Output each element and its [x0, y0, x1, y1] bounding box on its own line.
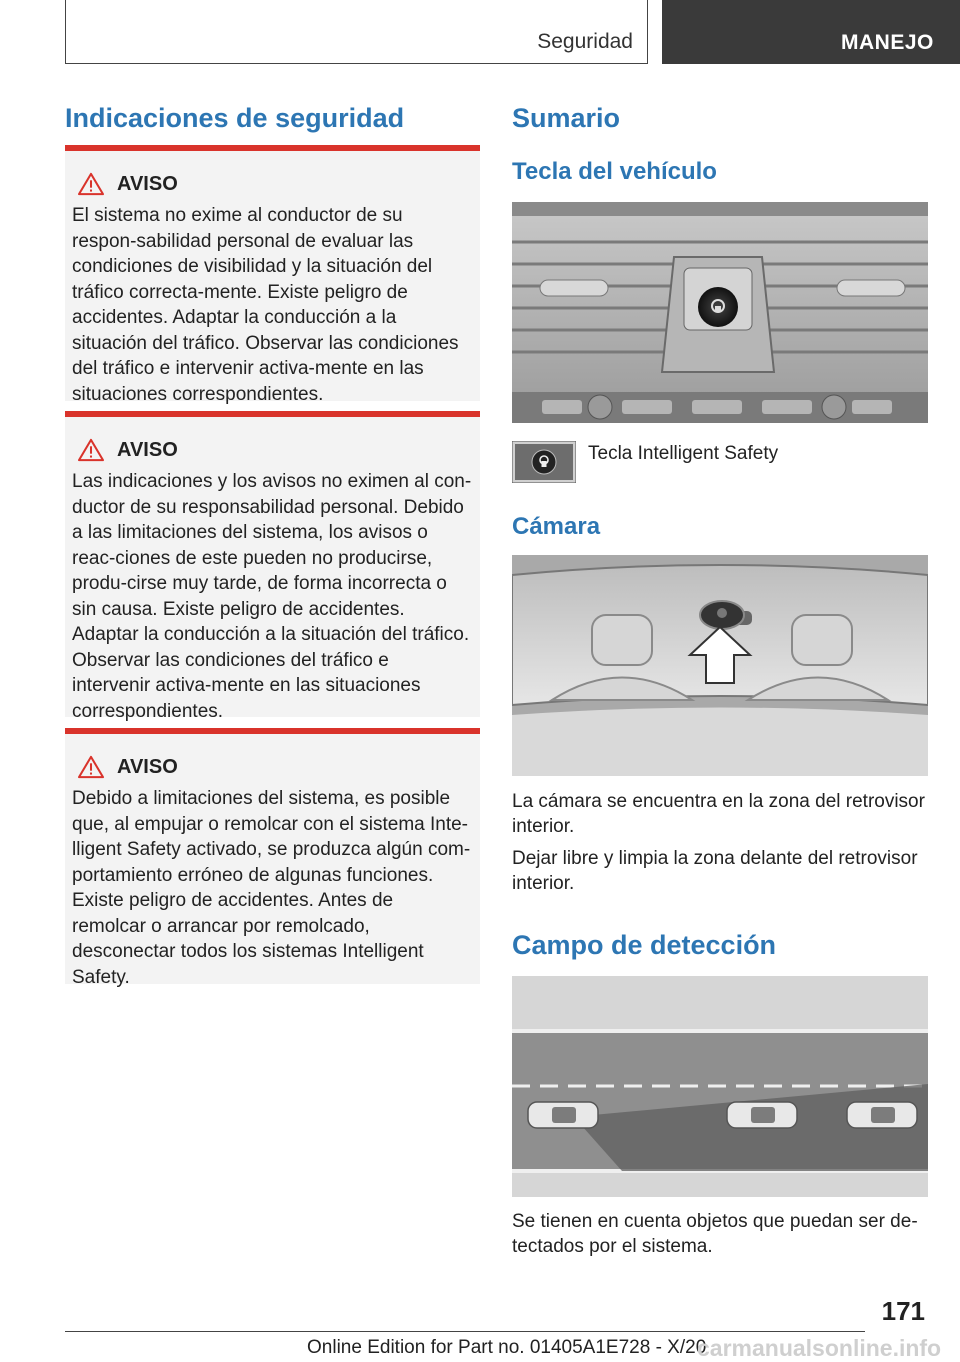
- warning-text: Las indicaciones y los avisos no eximen al con-ductor de su responsabilidad personal. Debido a las limitaciones del sistema, los avisos o reac-ciones de este pueden no producirse, produ-cirse muy tarde, de forma incorrecta o sin causa. Existe peligro de accidentes. Adaptar la conducción a la situación del tráfico. Observar las condiciones del tráfico e intervenir activa-mente en las situaciones correspondientes.: [72, 471, 472, 722]
- section-label: Seguridad: [537, 30, 633, 53]
- warning-text: El sistema no exime al conductor de su respon-sabilidad personal de evaluar las condiciones de visibilidad y la situación del tráfico correcta-mente. Existe peligro de accidentes. Adaptar la conducción a la situación del tráfico. Observar las condiciones del tráfico e intervenir activa-mente en las situaciones correspondientes.: [72, 205, 459, 405]
- key-heading: Tecla del vehículo: [512, 158, 717, 185]
- warning-text: Debido a limitaciones del sistema, es posible que, al empujar o remolcar con el sistema Inte-lligent Safety activado, se produzca algún com-portamiento erróneo de algunas funciones. Existe peligro de accidentes. Antes de remolcar o arrancar por remolcado, desconectar todos los sistemas Intelligent Safety.: [72, 788, 471, 988]
- warning-label: AVISO: [117, 172, 178, 195]
- detection-text: Se tienen en cuenta objetos que puedan ser de-tectados por el sistema.: [512, 1211, 918, 1257]
- sumario-heading: Sumario: [512, 103, 621, 133]
- warning-box-3: [65, 728, 480, 988]
- page-number: 171: [881, 1296, 925, 1326]
- detection-heading: Campo de detección: [512, 930, 777, 960]
- camera-text-2: Dejar libre y limpia la zona delante del retrovisor interior.: [512, 848, 918, 894]
- camera-heading: Cámara: [512, 513, 601, 540]
- detection-field-image: [512, 976, 928, 1197]
- footer-divider: [65, 1331, 865, 1332]
- footer-edition: Online Edition for Part no. 01405A1E728 - X/20: [307, 1337, 707, 1358]
- warning-box-2: [65, 411, 480, 722]
- warning-triangle-icon: [76, 755, 106, 779]
- page-title: Indicaciones de seguridad: [65, 103, 405, 133]
- chapter-tab: [662, 0, 960, 64]
- warning-label: AVISO: [117, 755, 178, 778]
- warning-triangle-icon: [76, 172, 106, 196]
- key-caption: Tecla Intelligent Safety: [588, 443, 779, 464]
- warning-box-1: [65, 145, 480, 405]
- warning-triangle-icon: [76, 438, 106, 462]
- dashboard-key-image: [512, 202, 928, 423]
- camera-image: [512, 555, 928, 776]
- camera-text-1: La cámara se encuentra en la zona del retrovisor interior.: [512, 791, 925, 837]
- footer-watermark: carmanualsonline.info: [697, 1335, 942, 1361]
- chapter-label: MANEJO: [841, 31, 934, 54]
- intelligent-safety-button-icon: [512, 441, 576, 483]
- warning-label: AVISO: [117, 438, 178, 461]
